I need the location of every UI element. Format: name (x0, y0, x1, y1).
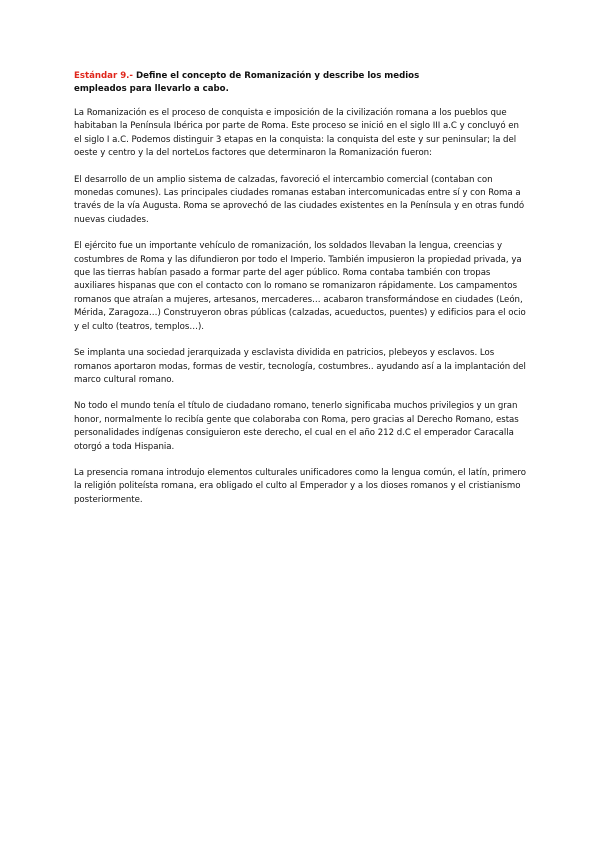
standard-question: Define el concepto de Romanización y describe los medios empleados para llevarlo a cabo. (74, 71, 420, 94)
paragraph-definition: La Romanización es el proceso de conquista e imposición de la civilización romana a los pueblos que habitaban la Península Ibérica por parte de Roma. Este proceso se inició en el siglo III a.C y concluyó en el siglo I a.C. Podemos distinguir 3 etapas en la conquista: la conquista del este y sur peninsular; la del oeste y centro y la del norteLos factores que determinaron la Romanización fueron: (74, 108, 519, 159)
paragraph-citizenship: No todo el mundo tenía el título de ciudadano romano, tenerlo significaba muchos privilegios y un gran honor, normalmente lo recibía gente que colaboraba con Roma, pero gracias al Derecho Romano, estas personalidades indígenas consiguieron este derecho, el cual en el año 212 d.C el emperador Caracalla otorgó a toda Hispania. (74, 401, 519, 452)
document-page (74, 70, 528, 520)
paragraph-army: El ejército fue un importante vehículo de romanización, los soldados llevaban la lengua, creencias y costumbres de Roma y las difundieron por todo el Imperio. También impusieron la propiedad privada, ya que las tierras habían pasado a formar parte del ager público. Roma contaba también con tropas auxiliares hispanas que con el contacto con lo romano se romanizaron rápidamente. Los campamentos romanos que atraían a mujeres, artesanos, mercaderes… acabaron transformándose en ciudades (León, Mérida, Zaragoza…) Construyeron obras públicas (calzadas, acueductos, puentes) y edificios para el ocio y el culto (teatros, templos…). (74, 241, 526, 332)
paragraph-roads: El desarrollo de un amplio sistema de calzadas, favoreció el intercambio comercial (contaban con monedas comunes). Las principales ciudades romanas estaban intercomunicadas entre sí y con Roma a través de la vía Augusta. Roma se aprovechó de las ciudades existentes en la Península y en otras fundó nuevas ciudades. (74, 174, 525, 225)
paragraph-society: Se implanta una sociedad jerarquizada y esclavista dividida en patricios, plebeyos y esclavos. Los romanos aportaron modas, formas de vestir, tecnología, costumbres.. ayudando así a la implantación del marco cultural romano. (74, 348, 526, 385)
standard-label: Estándar 9.- (74, 71, 134, 81)
paragraph-culture: La presencia romana introdujo elementos culturales unificadores como la lengua común, el latín, primero la religión politeísta romana, era obligado el culto al Emperador y a los dioses romanos y el cristianismo posteriormente. (74, 467, 526, 505)
standard-heading (74, 70, 434, 95)
